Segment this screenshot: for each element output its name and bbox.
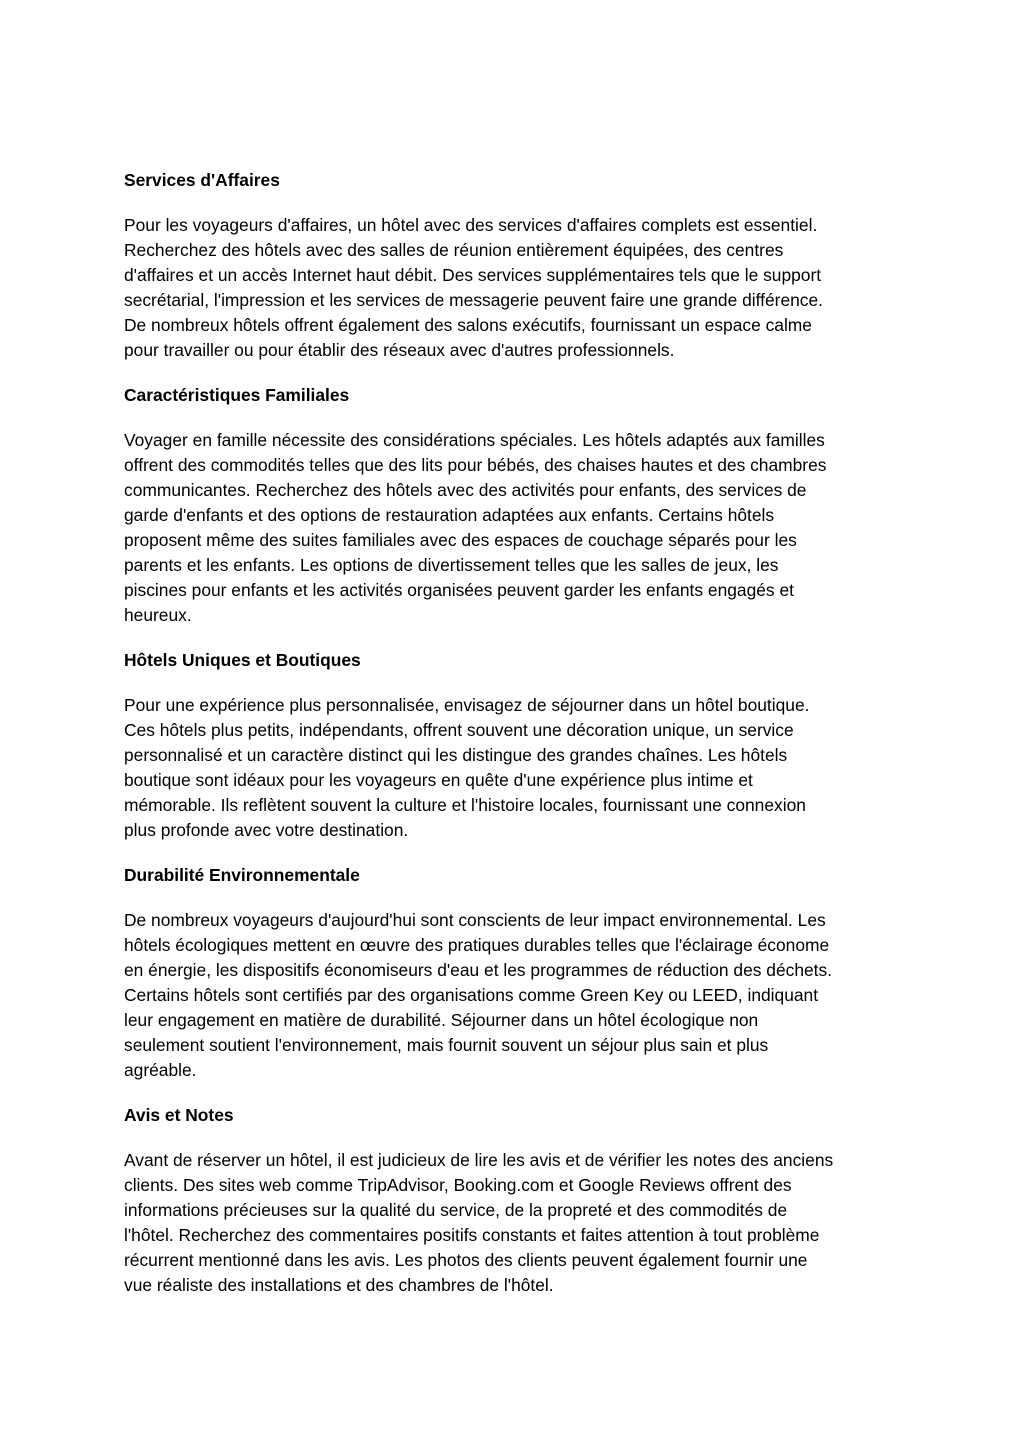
paragraph-line: clients. Des sites web comme TripAdvisor, Booking.com et Google Reviews offrent des xyxy=(124,1175,792,1195)
section-heading: Durabilité Environnementale xyxy=(124,865,360,885)
section-paragraph xyxy=(124,213,904,363)
paragraph-line: secrétarial, l'impression et les services de messagerie peuvent faire une grande différence. xyxy=(124,290,823,310)
paragraph-line: personnalisé et un caractère distinct qui les distingue des grandes chaînes. Les hôtels xyxy=(124,745,788,765)
document-page xyxy=(124,168,904,1318)
section-business-services xyxy=(124,168,904,363)
section-heading: Caractéristiques Familiales xyxy=(124,385,350,405)
paragraph-line: l'hôtel. Recherchez des commentaires positifs constants et faites attention à tout problème xyxy=(124,1225,820,1245)
paragraph-line: proposent même des suites familiales avec des espaces de couchage séparés pour les xyxy=(124,530,797,550)
paragraph-line: Pour une expérience plus personnalisée, envisagez de séjourner dans un hôtel boutique. xyxy=(124,695,810,715)
paragraph-line: boutique sont idéaux pour les voyageurs en quête d'une expérience plus intime et xyxy=(124,770,753,790)
paragraph-line: seulement soutient l'environnement, mais fournit souvent un séjour plus sain et plus xyxy=(124,1035,769,1055)
section-boutique-hotels xyxy=(124,648,904,843)
section-heading: Services d'Affaires xyxy=(124,170,280,190)
section-reviews-ratings xyxy=(124,1103,904,1298)
paragraph-line: informations précieuses sur la qualité du service, de la propreté et des commodités de xyxy=(124,1200,788,1220)
paragraph-line: pour travailler ou pour établir des réseaux avec d'autres professionnels. xyxy=(124,340,675,360)
paragraph-line: hôtels écologiques mettent en œuvre des pratiques durables telles que l'éclairage économe xyxy=(124,935,830,955)
paragraph-line: plus profonde avec votre destination. xyxy=(124,820,409,840)
paragraph-line: vue réaliste des installations et des chambres de l'hôtel. xyxy=(124,1275,554,1295)
paragraph-line: Recherchez des hôtels avec des salles de réunion entièrement équipées, des centres xyxy=(124,240,784,260)
paragraph-line: agréable. xyxy=(124,1060,197,1080)
paragraph-line: offrent des commodités telles que des lits pour bébés, des chaises hautes et des chambres xyxy=(124,455,827,475)
section-heading: Hôtels Uniques et Boutiques xyxy=(124,650,361,670)
paragraph-line: De nombreux hôtels offrent également des salons exécutifs, fournissant un espace calme xyxy=(124,315,812,335)
paragraph-line: Avant de réserver un hôtel, il est judicieux de lire les avis et de vérifier les notes des anciens xyxy=(124,1150,834,1170)
paragraph-line: communicantes. Recherchez des hôtels avec des activités pour enfants, des services de xyxy=(124,480,807,500)
paragraph-line: leur engagement en matière de durabilité. Séjourner dans un hôtel écologique non xyxy=(124,1010,759,1030)
paragraph-line: De nombreux voyageurs d'aujourd'hui sont conscients de leur impact environnemental. Les xyxy=(124,910,826,930)
paragraph-line: récurrent mentionné dans les avis. Les photos des clients peuvent également fournir une xyxy=(124,1250,808,1270)
section-paragraph xyxy=(124,1148,904,1298)
section-paragraph xyxy=(124,693,904,843)
section-family-features xyxy=(124,383,904,628)
section-paragraph xyxy=(124,428,904,628)
paragraph-line: Voyager en famille nécessite des considérations spéciales. Les hôtels adaptés aux familles xyxy=(124,430,825,450)
paragraph-line: en énergie, les dispositifs économiseurs d'eau et les programmes de réduction des déchets. xyxy=(124,960,833,980)
paragraph-line: heureux. xyxy=(124,605,192,625)
paragraph-line: garde d'enfants et des options de restauration adaptées aux enfants. Certains hôtels xyxy=(124,505,775,525)
section-heading: Avis et Notes xyxy=(124,1105,234,1125)
section-paragraph xyxy=(124,908,904,1083)
paragraph-line: piscines pour enfants et les activités organisées peuvent garder les enfants engagés et xyxy=(124,580,794,600)
paragraph-line: Certains hôtels sont certifiés par des organisations comme Green Key ou LEED, indiquant xyxy=(124,985,819,1005)
paragraph-line: Ces hôtels plus petits, indépendants, offrent souvent une décoration unique, un service xyxy=(124,720,794,740)
paragraph-line: d'affaires et un accès Internet haut débit. Des services supplémentaires tels que le support xyxy=(124,265,822,285)
paragraph-line: mémorable. Ils reflètent souvent la culture et l'histoire locales, fournissant une connexion xyxy=(124,795,806,815)
section-environmental-sustainability xyxy=(124,863,904,1083)
paragraph-line: parents et les enfants. Les options de divertissement telles que les salles de jeux, les xyxy=(124,555,779,575)
paragraph-line: Pour les voyageurs d'affaires, un hôtel avec des services d'affaires complets est essentiel. xyxy=(124,215,818,235)
